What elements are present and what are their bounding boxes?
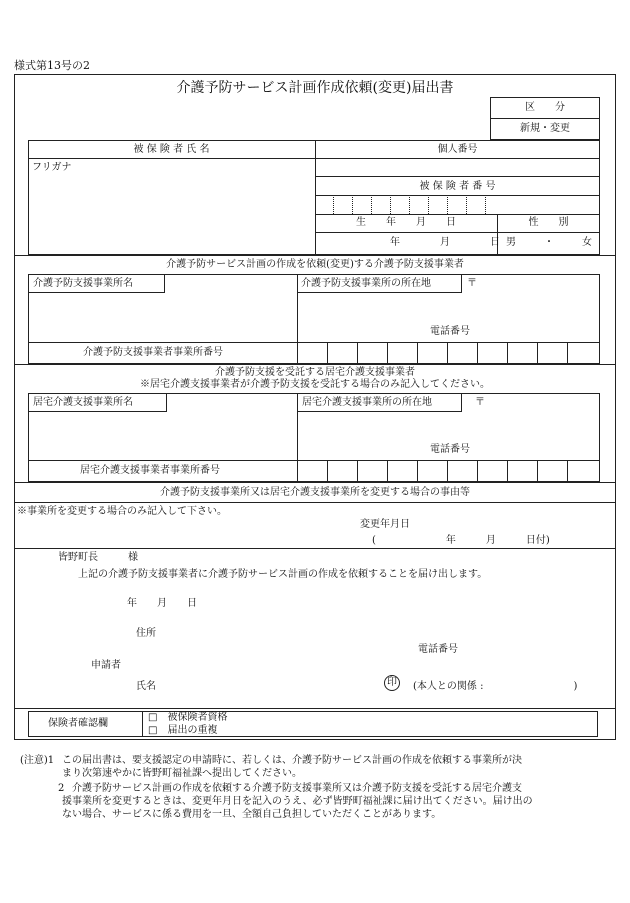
gender-separator: ・ xyxy=(544,237,554,248)
insurer-check-label: 保険者確認欄 xyxy=(48,718,108,729)
seal-icon: 印 xyxy=(384,675,400,691)
applicant-label: 申請者 xyxy=(91,660,121,671)
insured-number-header: 被 保 険 者 番 号 xyxy=(419,181,496,192)
care-phone-label: 電話番号 xyxy=(430,444,470,455)
check-insured-qualification[interactable]: □ 被保険者資格 xyxy=(148,712,228,723)
care-name-field[interactable] xyxy=(30,414,295,458)
application-statement: 上記の介護予防支援事業者に介護予防サービス計画の作成を依頼することを届け出します。 xyxy=(78,569,488,580)
provider-postal-mark: 〒 xyxy=(467,278,477,289)
address-field[interactable] xyxy=(165,624,405,642)
note-2-line-2: 援事業所を変更するときは、変更年月日を記入のうえ、必ず皆野町福祉課に届け出てください。届け出の xyxy=(62,796,533,807)
insured-name-field[interactable] xyxy=(30,176,313,253)
form-number: 様式第13号の2 xyxy=(14,59,90,72)
note-1-prefix: (注意)1 xyxy=(20,755,55,766)
name-label: 氏名 xyxy=(136,681,156,692)
change-date-field[interactable]: ( 年 月 日付) xyxy=(372,535,550,546)
addressee: 皆野町長 様 xyxy=(58,552,138,563)
gender-label: 性 別 xyxy=(528,217,569,228)
form-title: 介護予防サービス計画作成依頼(変更)届出書 xyxy=(176,80,454,96)
personal-number-header: 個人番号 xyxy=(437,144,478,155)
care-postal-mark: 〒 xyxy=(475,397,485,408)
provider-number-label: 介護予防支援事業者事業所番号 xyxy=(83,347,223,358)
insured-number-field[interactable] xyxy=(316,196,599,213)
note-1-line-1: この届出書は、要支援認定の申請時に、若しくは、介護予防サービス計画の作成を依頼する事業所が決 xyxy=(62,755,522,766)
provider-address-label: 介護予防支援事業所の所在地 xyxy=(301,278,431,289)
insured-name-header: 被 保 険 者 氏 名 xyxy=(133,144,210,155)
check-duplicate-filing[interactable]: □ 届出の重複 xyxy=(148,725,218,736)
care-heading-1: 介護予防支援を受託する居宅介護支援事業者 xyxy=(215,367,415,378)
applicant-name-field[interactable] xyxy=(165,677,375,695)
change-note: ※事業所を変更する場合のみ記入して下さい。 xyxy=(17,506,227,517)
provider-address-field[interactable] xyxy=(299,295,598,340)
personal-number-field[interactable] xyxy=(317,160,598,175)
birthdate-label: 生 年 月 日 xyxy=(356,217,456,228)
insurer-check-box xyxy=(28,711,598,737)
note-2-line-1: 介護予防サービス計画の作成を依頼する介護予防支援事業所又は介護予防支援を受託する居宅介護支 xyxy=(72,783,522,794)
note-2-prefix: 2 xyxy=(58,783,65,794)
relation-field[interactable]: (本人との関係 : ) xyxy=(413,681,578,692)
change-reason-field[interactable] xyxy=(16,518,356,546)
gender-male[interactable]: 男 xyxy=(506,237,516,248)
applicant-phone-label: 電話番号 xyxy=(418,644,458,655)
category-value[interactable]: 新規・変更 xyxy=(520,123,570,134)
change-heading: 介護予防支援事業所又は居宅介護支援事業所を変更する場合の事由等 xyxy=(160,487,470,498)
provider-heading: 介護予防サービス計画の作成を依頼(変更)する介護予防支援事業者 xyxy=(166,259,464,270)
care-number-label: 居宅介護支援事業者事業所番号 xyxy=(80,465,220,476)
care-number-field[interactable] xyxy=(298,461,599,481)
care-heading-2: ※居宅介護支援事業者が介護予防支援を受託する場合のみ記入してください。 xyxy=(140,379,490,390)
birthdate-field[interactable]: 年 月 日 xyxy=(390,237,500,248)
gender-female[interactable]: 女 xyxy=(582,237,592,248)
provider-phone-label: 電話番号 xyxy=(430,326,470,337)
care-address-label: 居宅介護支援事業所の所在地 xyxy=(302,397,432,408)
application-date[interactable]: 年 月 日 xyxy=(127,598,197,609)
furigana-label: フリガナ xyxy=(32,162,72,173)
provider-name-field[interactable] xyxy=(30,295,295,340)
note-1-line-2: まり次第速やかに皆野町福祉課へ提出してください。 xyxy=(62,768,302,779)
care-address-field[interactable] xyxy=(299,414,598,458)
address-label: 住所 xyxy=(136,628,156,639)
care-name-label: 居宅介護支援事業所名 xyxy=(33,397,133,408)
note-2-line-3: ない場合、サービスに係る費用を一旦、全額自己負担していただくことがあります。 xyxy=(62,809,442,820)
category-label: 区 分 xyxy=(525,102,565,113)
provider-number-field[interactable] xyxy=(298,343,599,363)
provider-name-label: 介護予防支援事業所名 xyxy=(33,278,133,289)
change-date-label: 変更年月日 xyxy=(360,519,410,530)
